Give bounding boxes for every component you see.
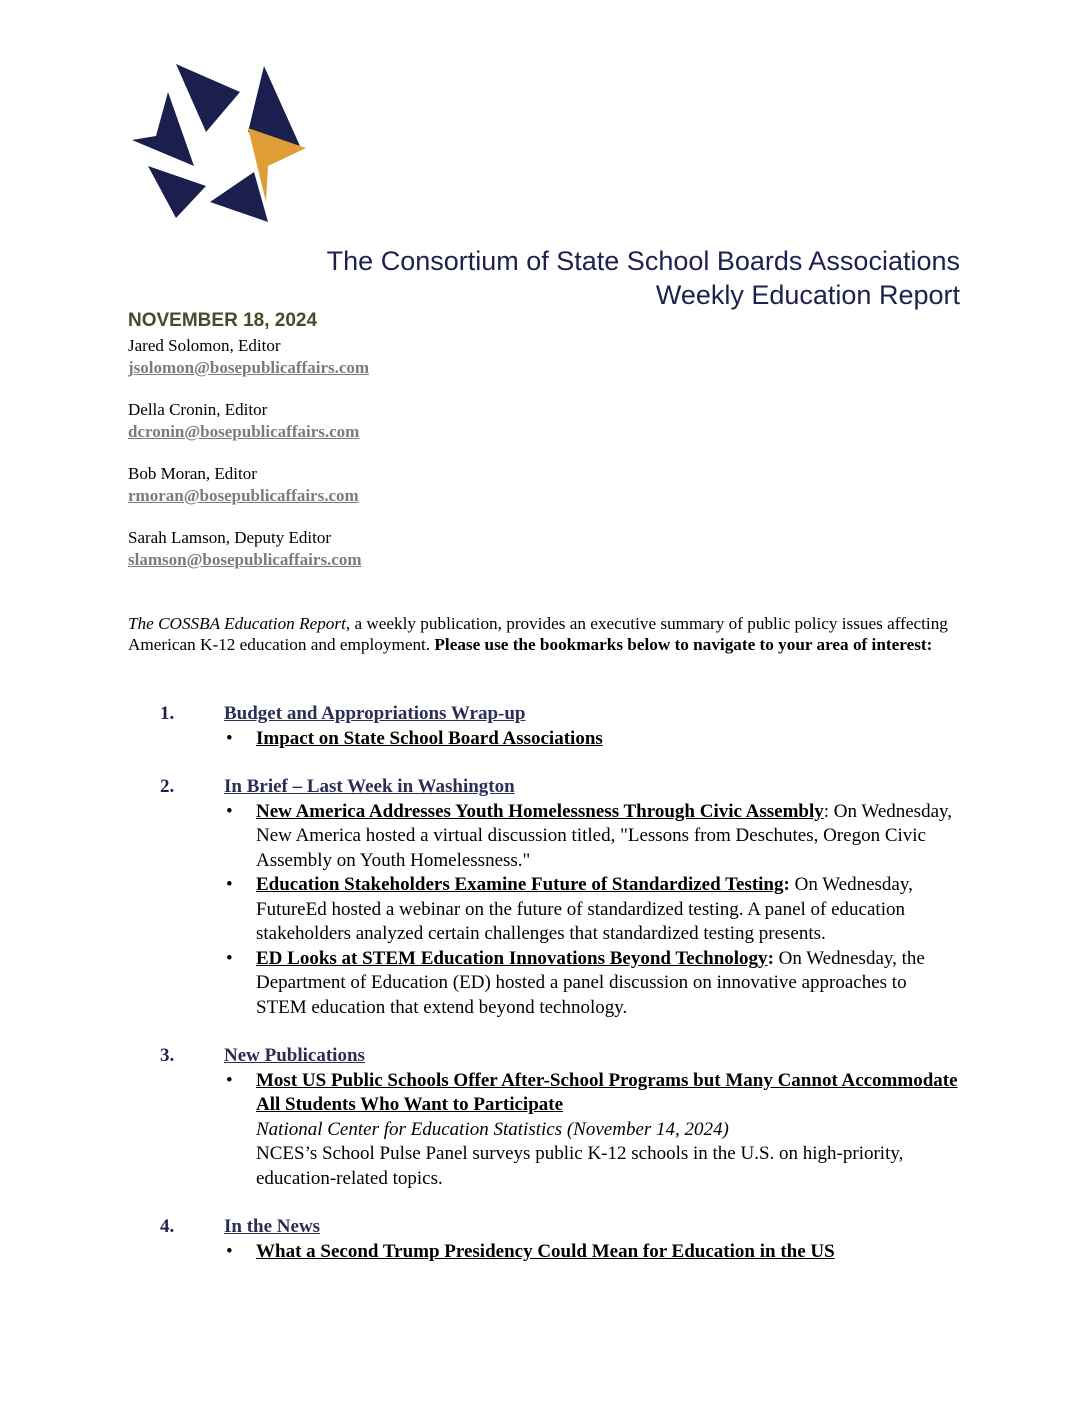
editor-name: Bob Moran, Editor bbox=[128, 464, 257, 483]
bullet-icon: • bbox=[226, 800, 233, 822]
item-description: NCES’s School Pulse Panel surveys public K-12 schools in the U.S. on high-priority, education-related topics. bbox=[256, 1143, 904, 1189]
item-source: National Center for Education Statistics (November 14, 2024) bbox=[256, 1118, 729, 1140]
editor-name: Sarah Lamson, Deputy Editor bbox=[128, 528, 332, 547]
item-title-link[interactable]: New America Addresses Youth Homelessness Through Civic Assembly bbox=[256, 800, 824, 822]
editor-name: Jared Solomon, Editor bbox=[128, 336, 281, 355]
table-of-contents bbox=[128, 702, 960, 1288]
star-logo-icon bbox=[128, 62, 308, 222]
item-title-link[interactable]: Impact on State School Board Associations bbox=[256, 727, 603, 749]
item-text: On Wednesday, FutureEd hosted a webinar on the future of standardized testing. A panel of education stakeholders analyzed certain challenges that standardized testing presents. bbox=[256, 874, 913, 944]
item-text: On Wednesday, the Department of Education (ED) hosted a panel discussion on innovative approaches to STEM education that extend beyond technology. bbox=[256, 947, 925, 1018]
editor-entry bbox=[128, 335, 369, 378]
editor-entry bbox=[128, 463, 369, 506]
bullet-icon: • bbox=[226, 727, 233, 749]
section-heading-link[interactable]: New Publications bbox=[224, 1045, 365, 1066]
editor-email-link[interactable]: rmoran@bosepublicaffairs.com bbox=[128, 485, 359, 505]
intro-text: , a weekly publication, provides an executive summary of public policy issues affecting American K-12 education and employment. bbox=[128, 614, 948, 654]
list-item bbox=[224, 1240, 960, 1265]
title-line-1: The Consortium of State School Boards Associations bbox=[326, 246, 960, 276]
editor-entry bbox=[128, 399, 369, 442]
item-separator: : bbox=[823, 800, 830, 822]
item-title-link[interactable]: ED Looks at STEM Education Innovations Beyond Technology bbox=[256, 947, 768, 969]
section-heading-link[interactable]: In the News bbox=[224, 1216, 321, 1237]
editor-name: Della Cronin, Editor bbox=[128, 400, 268, 419]
list-item bbox=[224, 727, 960, 752]
item-separator: : bbox=[767, 947, 774, 969]
toc-section bbox=[128, 775, 960, 1020]
item-title-link[interactable]: What a Second Trump Presidency Could Mean for Education in the US bbox=[256, 1240, 835, 1262]
toc-section bbox=[128, 1215, 960, 1264]
section-number: 2. bbox=[160, 776, 175, 797]
toc-section bbox=[128, 702, 960, 751]
publication-name: The COSSBA Education Report bbox=[128, 614, 346, 633]
editor-email-link[interactable]: dcronin@bosepublicaffairs.com bbox=[128, 421, 360, 441]
item-title-link[interactable]: Most US Public Schools Offer After-School Programs but Many Cannot Accommodate All Students Who Want to Participate bbox=[256, 1069, 958, 1115]
editor-email-link[interactable]: slamson@bosepublicaffairs.com bbox=[128, 549, 362, 569]
item-title-link[interactable]: Education Stakeholders Examine Future of Standardized Testing bbox=[256, 874, 784, 895]
list-item bbox=[224, 800, 960, 874]
section-heading-link[interactable]: Budget and Appropriations Wrap-up bbox=[224, 703, 526, 724]
list-item bbox=[224, 1069, 960, 1192]
toc-section bbox=[128, 1044, 960, 1191]
editor-list bbox=[128, 335, 369, 591]
bullet-icon: • bbox=[226, 947, 233, 969]
intro-instruction: Please use the bookmarks below to navigate to your area of interest: bbox=[434, 635, 933, 654]
section-number: 3. bbox=[160, 1045, 175, 1066]
bullet-icon: • bbox=[226, 1069, 233, 1091]
item-separator: : bbox=[783, 874, 790, 895]
item-text: On Wednesday, New America hosted a virtual discussion titled, "Lessons from Deschutes, Oregon Civic Assembly on Youth Homelessness." bbox=[256, 800, 953, 871]
section-heading-link[interactable]: In Brief – Last Week in Washington bbox=[224, 776, 515, 797]
cossba-star-logo bbox=[128, 62, 308, 222]
section-number: 1. bbox=[160, 703, 175, 724]
section-number: 4. bbox=[160, 1216, 175, 1237]
title-line-2: Weekly Education Report bbox=[655, 280, 960, 310]
bullet-icon: • bbox=[226, 874, 233, 895]
editor-entry bbox=[128, 527, 369, 570]
report-title bbox=[327, 244, 960, 312]
intro-paragraph bbox=[128, 613, 960, 655]
editor-email-link[interactable]: jsolomon@bosepublicaffairs.com bbox=[128, 357, 370, 377]
list-item bbox=[224, 947, 960, 1021]
report-date: NOVEMBER 18, 2024 bbox=[128, 310, 318, 331]
list-item bbox=[224, 873, 960, 947]
bullet-icon: • bbox=[226, 1240, 233, 1262]
